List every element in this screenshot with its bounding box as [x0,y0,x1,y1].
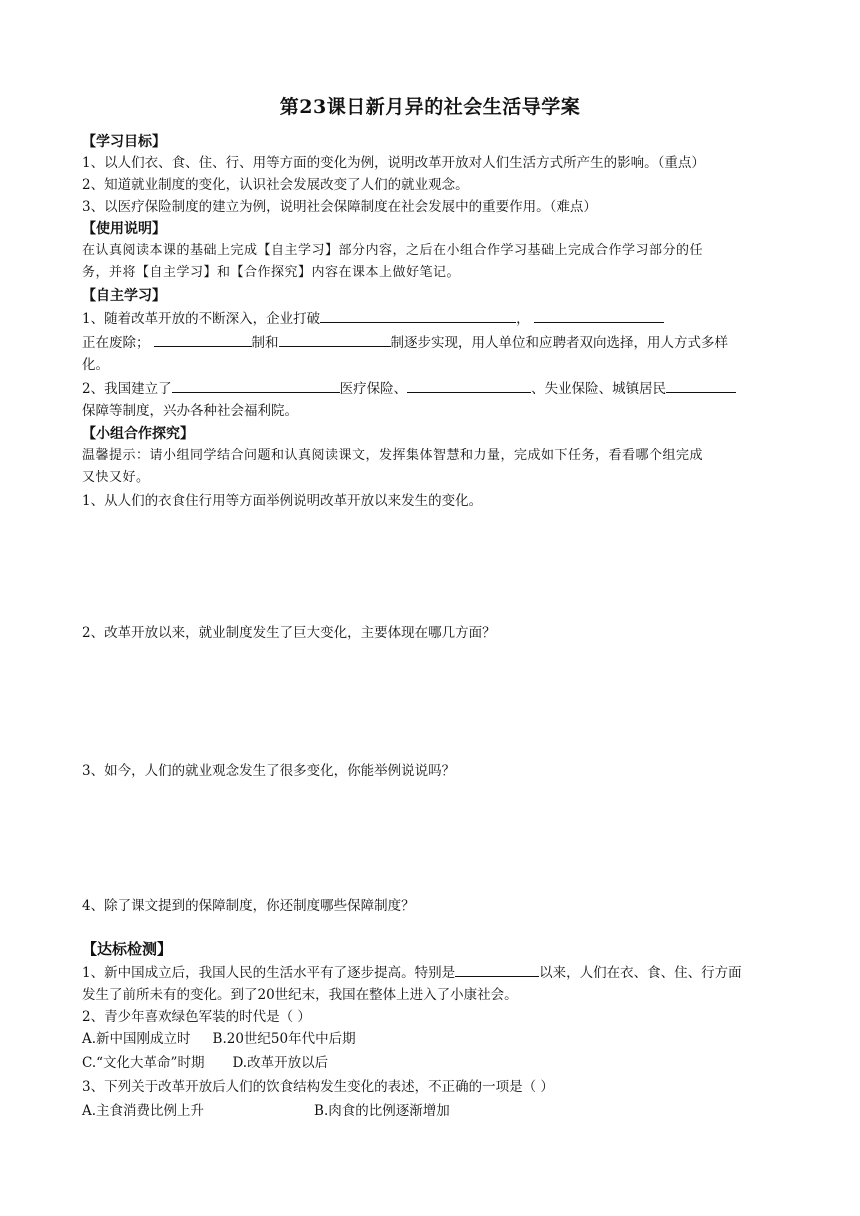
objective-item-3: 3、以医疗保险制度的建立为例，说明社会保障制度在社会发展中的重要作用。（难点） [82,199,597,215]
fill-blank-4[interactable] [279,332,391,347]
q2-text-c: 、失业保险、城镇居民 [531,381,667,397]
group-question-3: 3、如今，人们的就业观念发生了很多变化，你能举例说说吗？ [82,763,456,779]
test-q2: 2、青少年喜欢绿色军装的时代是（ ） [82,1009,311,1025]
test-q2-option-c: C.“文化大革命”时期 [82,1055,205,1071]
group-tip-line-2: 又快又好。 [82,470,150,485]
group-question-4: 4、除了课文提到的保障制度，你还制度哪些保障制度？ [82,898,415,914]
test-q1-line-1 [82,962,782,984]
self-study-q2-line-1 [82,378,782,400]
q1-text-a: 1、随着改革开放的不断深入，企业打破 [82,311,321,327]
test-q1-text-a: 1、新中国成立后，我国人民的生活水平有了逐步提高。特别是 [82,965,456,981]
test-q2-option-d: D.改革开放以后 [232,1055,329,1071]
group-question-2: 2、改革开放以来，就业制度发生了巨大变化，主要体现在哪几方面？ [82,625,496,641]
test-q3-option-b: B.肉食的比例逐渐增加 [314,1103,450,1119]
usage-text-line-1: 在认真阅读本课的基础上完成【自主学习】部分内容，之后在小组合作学习基础上完成合作学习部分的任 [82,243,704,258]
q1-text-b: ， [516,311,530,327]
fill-blank-5[interactable] [172,378,340,393]
fill-blank-7[interactable] [666,378,736,393]
test-q3-options-row [82,1100,782,1122]
fill-blank-1[interactable] [320,308,516,323]
fill-blank-2[interactable] [534,308,664,323]
q1-text-c: 正在废除； [82,335,150,351]
group-question-1: 1、从人们的衣食住行用等方面举例说明改革开放以来发生的变化。 [82,493,483,509]
objective-item-2: 2、知道就业制度的变化，认识社会发展改变了人们的就业观念。 [82,177,469,193]
group-heading: 【小组合作探究】 [82,426,194,442]
test-q1-text-c: 发生了前所未有的变化。到了20世纪末，我国在整体上进入了小康社会。 [82,987,518,1003]
q1-text-f: 化。 [82,357,109,373]
test-q2-options-row-1 [82,1028,782,1050]
usage-text-line-2: 务，并将【自主学习】和【合作探究】内容在课本上做好笔记。 [82,265,461,280]
test-q2-option-a: A.新中国刚成立时 [82,1031,191,1047]
test-q2-options-row-2 [82,1052,782,1074]
test-q3: 3、下列关于改革开放后人们的饮食结构发生变化的表述，不正确的一项是（ ） [82,1079,554,1095]
q2-text-a: 2、我国建立了 [82,381,172,397]
q1-text-e: 制逐步实现，用人单位和应聘者双向选择，用人方式多样 [390,335,728,351]
test-q3-option-a: A.主食消费比例上升 [82,1103,205,1119]
test-heading: 【达标检测】 [82,940,173,958]
self-study-q1-line-1 [82,308,782,330]
test-q2-option-b: B.20世纪50年代中后期 [212,1031,356,1047]
test-q1-text-b: 以来，人们在衣、食、住、行方面 [539,965,742,981]
q2-text-b: 医疗保险、 [339,381,408,397]
self-study-q1-line-2 [82,332,782,354]
q2-text-d: 保障等制度，兴办各种社会福利院。 [82,403,298,419]
fill-blank-8[interactable] [455,962,539,977]
objective-item-1: 1、以人们衣、食、住、行、用等方面的变化为例，说明改革开放对人们生活方式所产生的影响。（重点） [82,155,705,171]
fill-blank-3[interactable] [154,332,252,347]
q1-text-d: 制和 [251,335,279,351]
self-study-heading: 【自主学习】 [82,288,166,304]
usage-heading: 【使用说明】 [82,221,166,237]
objectives-heading: 【学习目标】 [82,134,166,150]
page-title: 第23课日新月异的社会生活导学案 [279,96,581,118]
group-tip-line-1: 温馨提示：请小组同学结合问题和认真阅读课文，发挥集体智慧和力量，完成如下任务，看看哪个组完成 [82,448,704,463]
fill-blank-6[interactable] [407,378,531,393]
